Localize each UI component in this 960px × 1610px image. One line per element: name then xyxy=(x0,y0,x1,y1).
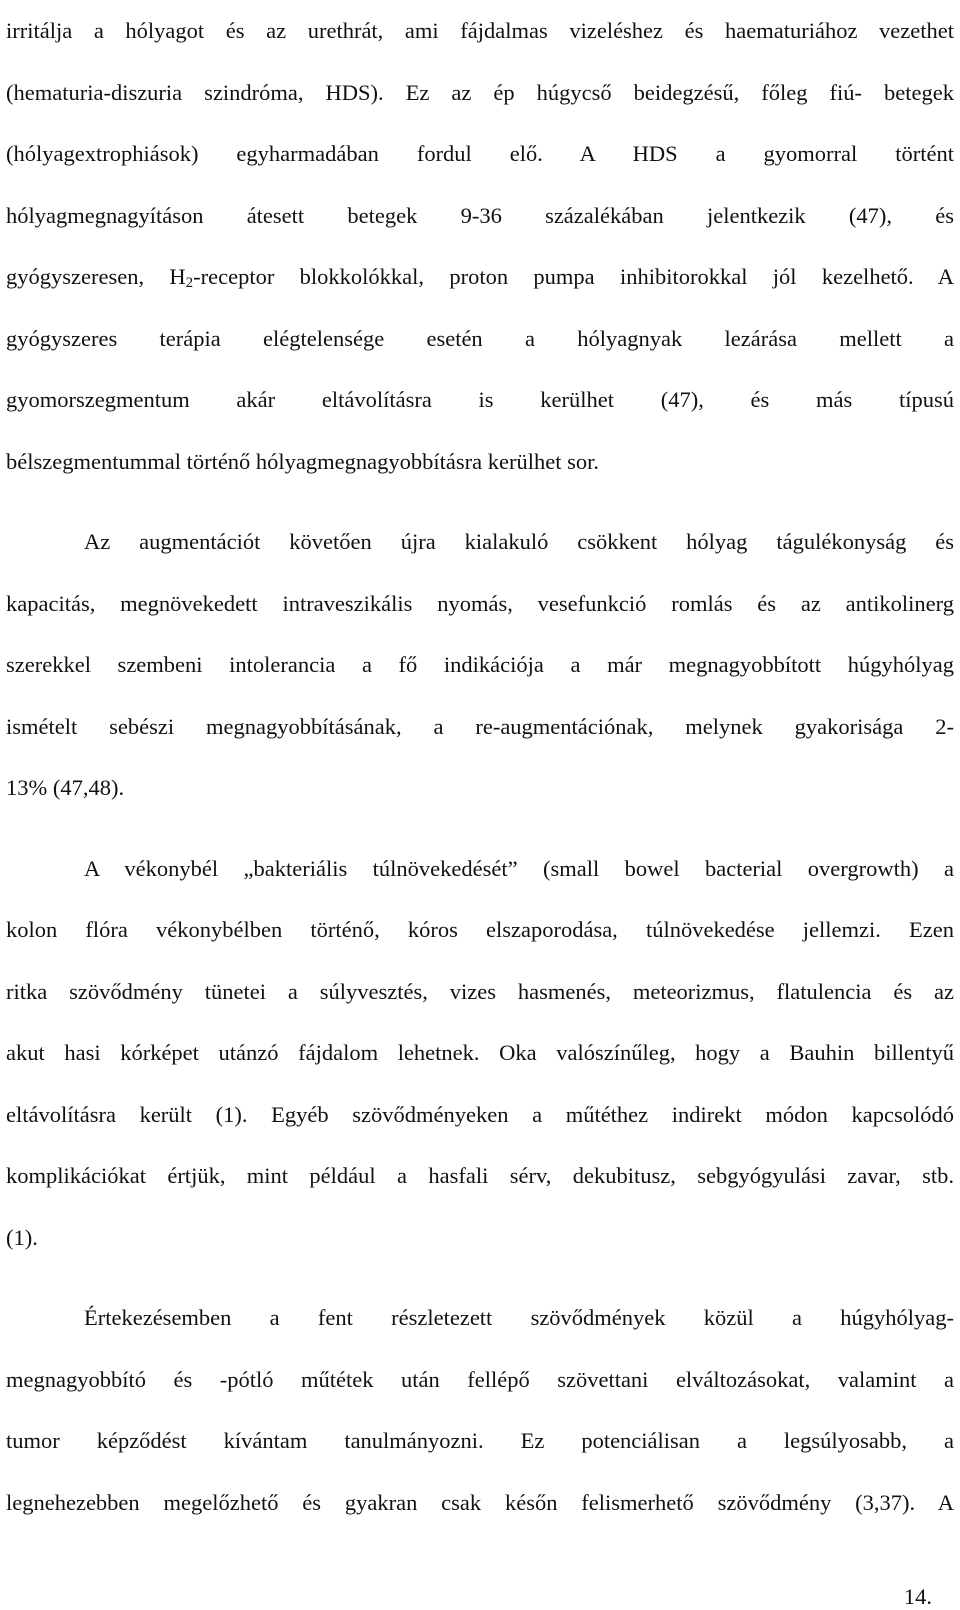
text-line: hólyagmegnagyításon átesett betegek 9-36 százalékában jelentkezik (47), és xyxy=(6,202,954,228)
paragraph-3 xyxy=(6,838,954,1269)
text-line: gyomorszegmentum akár eltávolításra is kerülhet (47), és más típusú xyxy=(6,387,954,412)
text-line: kapacitás, megnövekedett intraveszikális nyomás, vesefunkció romlás és az antikolinerg xyxy=(6,590,954,616)
text-line: (hólyagextrophiások) egyharmadában fordul elő. A HDS a gyomorral történt xyxy=(6,141,954,166)
text-line: ismételt sebészi megnagyobbításának, a re-augmentációnak, melynek gyakorisága 2- xyxy=(6,713,954,739)
paragraph-1 xyxy=(6,0,954,492)
text-line: komplikációkat értjük, mint például a hasfali sérv, dekubitusz, sebgyógyulási zavar, stb. xyxy=(6,1163,954,1188)
text-line: (1). xyxy=(6,1224,38,1250)
text-line: irritálja a hólyagot és az urethrát, ami fájdalmas vizeléshez és haematuriához vezethet xyxy=(6,18,954,43)
text-line: szerekkel szembeni intolerancia a fő indikációja a már megnagyobbított húgyhólyag xyxy=(6,652,954,677)
text-line: tumor képződést kívántam tanulmányozni. Ez potenciálisan a legsúlyosabb, a xyxy=(6,1428,954,1453)
subscript: 2 xyxy=(185,275,194,291)
text-line: ritka szövődmény tünetei a súlyvesztés, vizes hasmenés, meteorizmus, flatulencia és az xyxy=(6,978,954,1004)
text-line: megnagyobbító és -pótló műtétek után fellépő szövettani elváltozásokat, valamint a xyxy=(6,1366,954,1392)
page-number: 14. xyxy=(903,1584,932,1609)
text-line: Az augmentációt követően újra kialakuló csökkent hólyag tágulékonyság és xyxy=(84,529,954,554)
text-line: akut hasi kórképet utánzó fájdalom lehetnek. Oka valószínűleg, hogy a Bauhin billentyű xyxy=(6,1040,954,1065)
text-line: Értekezésemben a fent részletezett szövődmények közül a húgyhólyag- xyxy=(84,1305,954,1330)
text-line: bélszegmentummal történő hólyagmegnagyobbításra kerülhet sor. xyxy=(6,448,599,474)
text-line: kolon flóra vékonybélben történő, kóros elszaporodása, túlnövekedése jellemzi. Ezen xyxy=(6,917,954,942)
text-line: 13% (47,48). xyxy=(6,775,125,800)
paragraph-2 xyxy=(6,511,954,819)
text-line: gyógyszeres terápia elégtelensége esetén a hólyagnyak lezárása mellett a xyxy=(6,325,954,351)
text-line: eltávolításra került (1). Egyéb szövődményeken a műtéthez indirekt módon kapcsolódó xyxy=(6,1101,954,1127)
document-page xyxy=(6,0,954,1533)
text-line: A vékonybél „bakteriális túlnövekedését” (small bowel bacterial overgrowth) a xyxy=(84,855,954,881)
text-line: gyógyszeresen, $H_2$-receptor blokkolókkal, proton pumpa inhibitorokkal jól kezelhető. A xyxy=(6,264,954,291)
paragraph-4 xyxy=(6,1287,954,1533)
text-line: (hematuria-diszuria szindróma, HDS). Ez az ép húgycső beidegzésű, főleg fiú- betegek xyxy=(6,79,954,105)
text-line: legnehezebben megelőzhető és gyakran csak későn felismerhető szövődmény (3,37). A xyxy=(6,1489,954,1515)
